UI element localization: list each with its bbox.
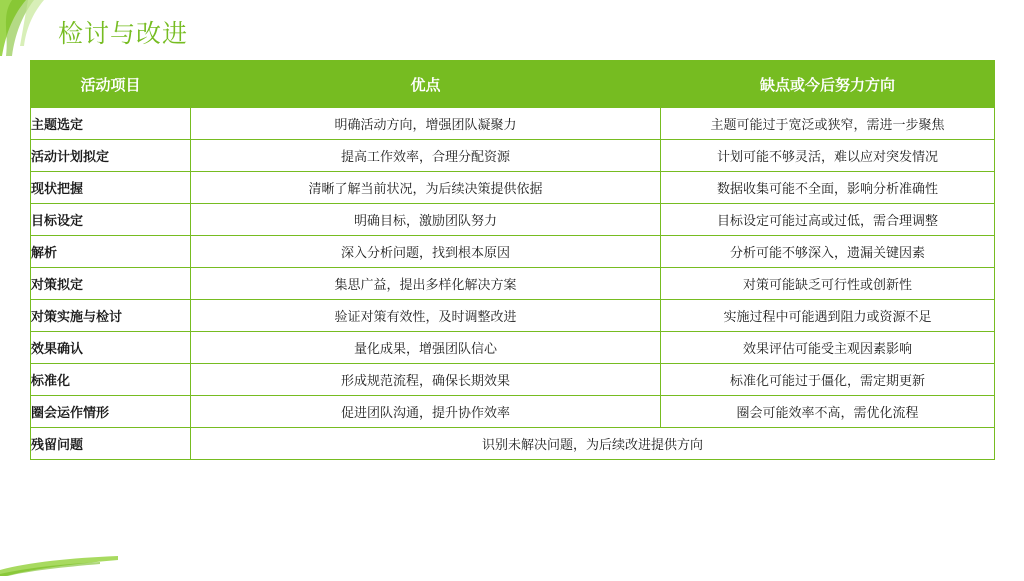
page-title: 检讨与改进 — [58, 20, 189, 48]
row-cons: 效果评估可能受主观因素影响 — [661, 332, 995, 364]
row-item: 对策实施与检讨 — [31, 300, 191, 332]
row-item: 主题选定 — [31, 108, 191, 140]
row-cons: 实施过程中可能遇到阻力或资源不足 — [661, 300, 995, 332]
row-item: 解析 — [31, 236, 191, 268]
row-cons: 圈会可能效率不高，需优化流程 — [661, 396, 995, 428]
row-pros: 清晰了解当前状况，为后续决策提供依据 — [191, 172, 661, 204]
table-header-row — [31, 61, 995, 108]
row-item: 标准化 — [31, 364, 191, 396]
row-item: 活动计划拟定 — [31, 140, 191, 172]
row-pros: 验证对策有效性，及时调整改进 — [191, 300, 661, 332]
row-pros: 明确目标，激励团队努力 — [191, 204, 661, 236]
row-pros: 提高工作效率，合理分配资源 — [191, 140, 661, 172]
table-row — [31, 428, 995, 460]
decorative-swoosh-bottom-left — [0, 552, 120, 576]
table-row — [31, 364, 995, 396]
row-cons: 分析可能不够深入，遗漏关键因素 — [661, 236, 995, 268]
table-row — [31, 268, 995, 300]
row-item: 残留问题 — [31, 428, 191, 460]
table-header-pros: 优点 — [191, 61, 661, 108]
row-cons: 数据收集可能不全面，影响分析准确性 — [661, 172, 995, 204]
row-item: 目标设定 — [31, 204, 191, 236]
row-item: 效果确认 — [31, 332, 191, 364]
row-pros: 量化成果，增强团队信心 — [191, 332, 661, 364]
row-pros: 形成规范流程，确保长期效果 — [191, 364, 661, 396]
row-cons: 计划可能不够灵活，难以应对突发情况 — [661, 140, 995, 172]
table-row — [31, 108, 995, 140]
table-row — [31, 172, 995, 204]
row-cons: 对策可能缺乏可行性或创新性 — [661, 268, 995, 300]
row-pros: 促进团队沟通，提升协作效率 — [191, 396, 661, 428]
table-body — [31, 108, 995, 460]
review-improvement-table — [30, 60, 994, 460]
row-pros: 深入分析问题，找到根本原因 — [191, 236, 661, 268]
table-row — [31, 396, 995, 428]
table-row — [31, 236, 995, 268]
row-cons: 目标设定可能过高或过低，需合理调整 — [661, 204, 995, 236]
row-pros: 集思广益，提出多样化解决方案 — [191, 268, 661, 300]
row-cons: 标准化可能过于僵化，需定期更新 — [661, 364, 995, 396]
row-item: 现状把握 — [31, 172, 191, 204]
row-cons: 主题可能过于宽泛或狭窄，需进一步聚焦 — [661, 108, 995, 140]
table-header-item: 活动项目 — [31, 61, 191, 108]
row-item: 对策拟定 — [31, 268, 191, 300]
row-pros: 识别未解决问题，为后续改进提供方向 — [191, 428, 995, 460]
table-row — [31, 140, 995, 172]
row-pros: 明确活动方向，增强团队凝聚力 — [191, 108, 661, 140]
table-row — [31, 300, 995, 332]
row-item: 圈会运作情形 — [31, 396, 191, 428]
table-header-cons: 缺点或今后努力方向 — [661, 61, 995, 108]
table-row — [31, 332, 995, 364]
table-row — [31, 204, 995, 236]
